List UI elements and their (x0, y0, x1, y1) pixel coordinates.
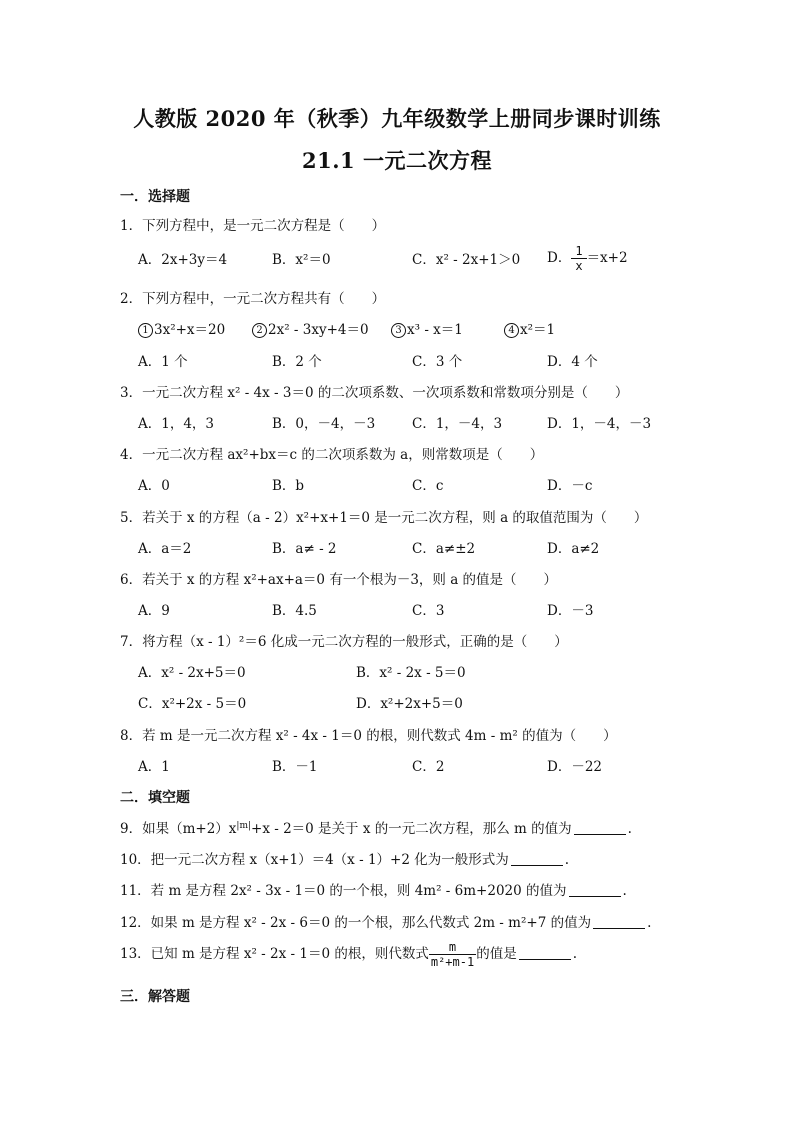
question-end: . (622, 883, 627, 899)
question-2-item-1 (138, 321, 225, 339)
item-text: 3x²+x＝20 (154, 322, 226, 338)
answer-blank[interactable] (511, 853, 563, 866)
question-11 (120, 882, 627, 900)
question-text: 10．把一元二次方程 x（x+1）＝4（x - 1）+2 化为一般形式为 (120, 852, 509, 868)
question-7-option-b: B．x² - 2x - 5＝0 (356, 665, 466, 681)
option-text: ＝x+2 (586, 250, 628, 266)
question-8-option-b: B．－1 (272, 759, 318, 775)
circled-number: 3 (391, 323, 406, 338)
question-2-option-a: A．1 个 (138, 354, 188, 370)
question-7-option-a: A．x² - 2x+5＝0 (138, 665, 246, 681)
question-5-option-d: D．a≠2 (547, 541, 600, 557)
section-heading-answer: 三．解答题 (120, 989, 190, 1005)
question-9 (120, 820, 632, 838)
question-3-option-c: C．1，－4，3 (412, 416, 503, 432)
question-text: +x - 2＝0 是关于 x 的一元二次方程，那么 m 的值为 (251, 821, 572, 837)
question-5-stem: 5．若关于 x 的方程（a - 2）x²+x+1＝0 是一元二次方程，则 a 的取值范围为（ ） (120, 510, 648, 526)
question-1-option-c: C．x² - 2x+1＞0 (412, 252, 521, 268)
answer-blank[interactable] (569, 884, 621, 897)
question-3-option-a: A．1，4，3 (138, 416, 215, 432)
section-heading-choice: 一．选择题 (120, 189, 190, 205)
question-2-stem: 2．下列方程中，一元二次方程共有（ ） (120, 291, 386, 307)
answer-blank[interactable] (519, 947, 571, 960)
question-end: . (572, 946, 577, 962)
question-13 (120, 940, 577, 969)
page-subtitle: 21.1 一元二次方程 (302, 148, 492, 173)
question-7-option-d: D．x²+2x+5＝0 (356, 696, 463, 712)
question-text: 12．如果 m 是方程 x² - 2x - 6＝0 的一个根，那么代数式 2m - m²+7 的值为 (120, 915, 592, 931)
question-6-option-d: D．－3 (547, 603, 594, 619)
item-text: 2x² - 3xy+4＝0 (268, 322, 369, 338)
question-3-option-b: B．0，－4，－3 (272, 416, 376, 432)
question-2-option-d: D．4 个 (547, 354, 598, 370)
question-end: . (564, 852, 570, 868)
question-6-option-c: C．3 (412, 603, 445, 619)
question-6-stem: 6．若关于 x 的方程 x²+ax+a＝0 有一个根为－3，则 a 的值是（ ） (120, 572, 558, 588)
question-5-option-c: C．a≠±2 (412, 541, 476, 557)
fraction (571, 244, 586, 273)
question-end: . (627, 821, 632, 837)
question-5-option-b: B．a≠ - 2 (272, 541, 337, 557)
question-text: 9．如果（m+2）x (120, 821, 237, 837)
question-4-option-b: B．b (272, 478, 305, 494)
question-1-option-d (547, 244, 628, 273)
page-title: 人教版 2020 年（秋季）九年级数学上册同步课时训练 (133, 106, 661, 131)
question-7-stem: 7．将方程（x - 1）²＝6 化成一元二次方程的一般形式，正确的是（ ） (120, 634, 568, 650)
question-8-option-c: C．2 (412, 759, 445, 775)
fraction-denominator: x (575, 259, 583, 273)
question-2-item-2 (252, 321, 369, 339)
question-text: 的值是 (476, 946, 517, 962)
question-6-option-b: B．4.5 (272, 603, 317, 619)
circled-number: 4 (504, 323, 519, 338)
question-text: 13．已知 m 是方程 x² - 2x - 1＝0 的根，则代数式 (120, 946, 429, 962)
item-text: x³ - x＝1 (407, 322, 463, 338)
fraction-numerator: m (429, 940, 476, 955)
fraction (429, 940, 476, 969)
question-1-stem: 1．下列方程中，是一元二次方程是（ ） (120, 218, 386, 234)
item-text: x²＝1 (520, 322, 556, 338)
question-1-option-b: B．x²＝0 (272, 252, 331, 268)
option-label: D． (547, 250, 572, 266)
question-8-stem: 8．若 m 是一元二次方程 x² - 4x - 1＝0 的根，则代数式 4m - m² 的值为（ ） (120, 728, 617, 744)
question-2-item-4 (504, 321, 555, 339)
answer-blank[interactable] (593, 916, 645, 929)
fraction-denominator: m²+m-1 (430, 955, 475, 969)
question-7-option-c: C．x²+2x - 5＝0 (138, 696, 247, 712)
question-text: 11．若 m 是方程 2x² - 3x - 1＝0 的一个根，则 4m² - 6m+2020 的值为 (120, 883, 567, 899)
question-8-option-d: D．－22 (547, 759, 603, 775)
section-heading-fill-in: 二．填空题 (120, 790, 190, 806)
question-2-option-c: C．3 个 (412, 354, 463, 370)
answer-blank[interactable] (574, 822, 626, 835)
question-6-option-a: A．9 (138, 603, 170, 619)
question-2-option-b: B．2 个 (272, 354, 322, 370)
question-3-option-d: D．1，－4，－3 (547, 416, 652, 432)
circled-number: 1 (138, 323, 153, 338)
exponent: |m| (236, 821, 252, 831)
question-end: . (647, 915, 652, 931)
question-5-option-a: A．a＝2 (138, 541, 192, 557)
question-12 (120, 914, 651, 932)
fraction-numerator: 1 (571, 244, 586, 259)
question-8-option-a: A．1 (138, 759, 170, 775)
question-2-item-3 (391, 321, 463, 339)
circled-number: 2 (252, 323, 267, 338)
question-4-option-c: C．c (412, 478, 444, 494)
question-1-option-a: A．2x+3y＝4 (138, 252, 228, 268)
question-10 (120, 851, 569, 869)
question-4-stem: 4．一元二次方程 ax²+bx＝c 的二次项系数为 a，则常数项是（ ） (120, 447, 544, 463)
question-4-option-d: D．－c (547, 478, 593, 494)
question-3-stem: 3．一元二次方程 x² - 4x - 3＝0 的二次项系数、一次项系数和常数项分别是（ ） (120, 385, 629, 401)
question-4-option-a: A．0 (138, 478, 170, 494)
